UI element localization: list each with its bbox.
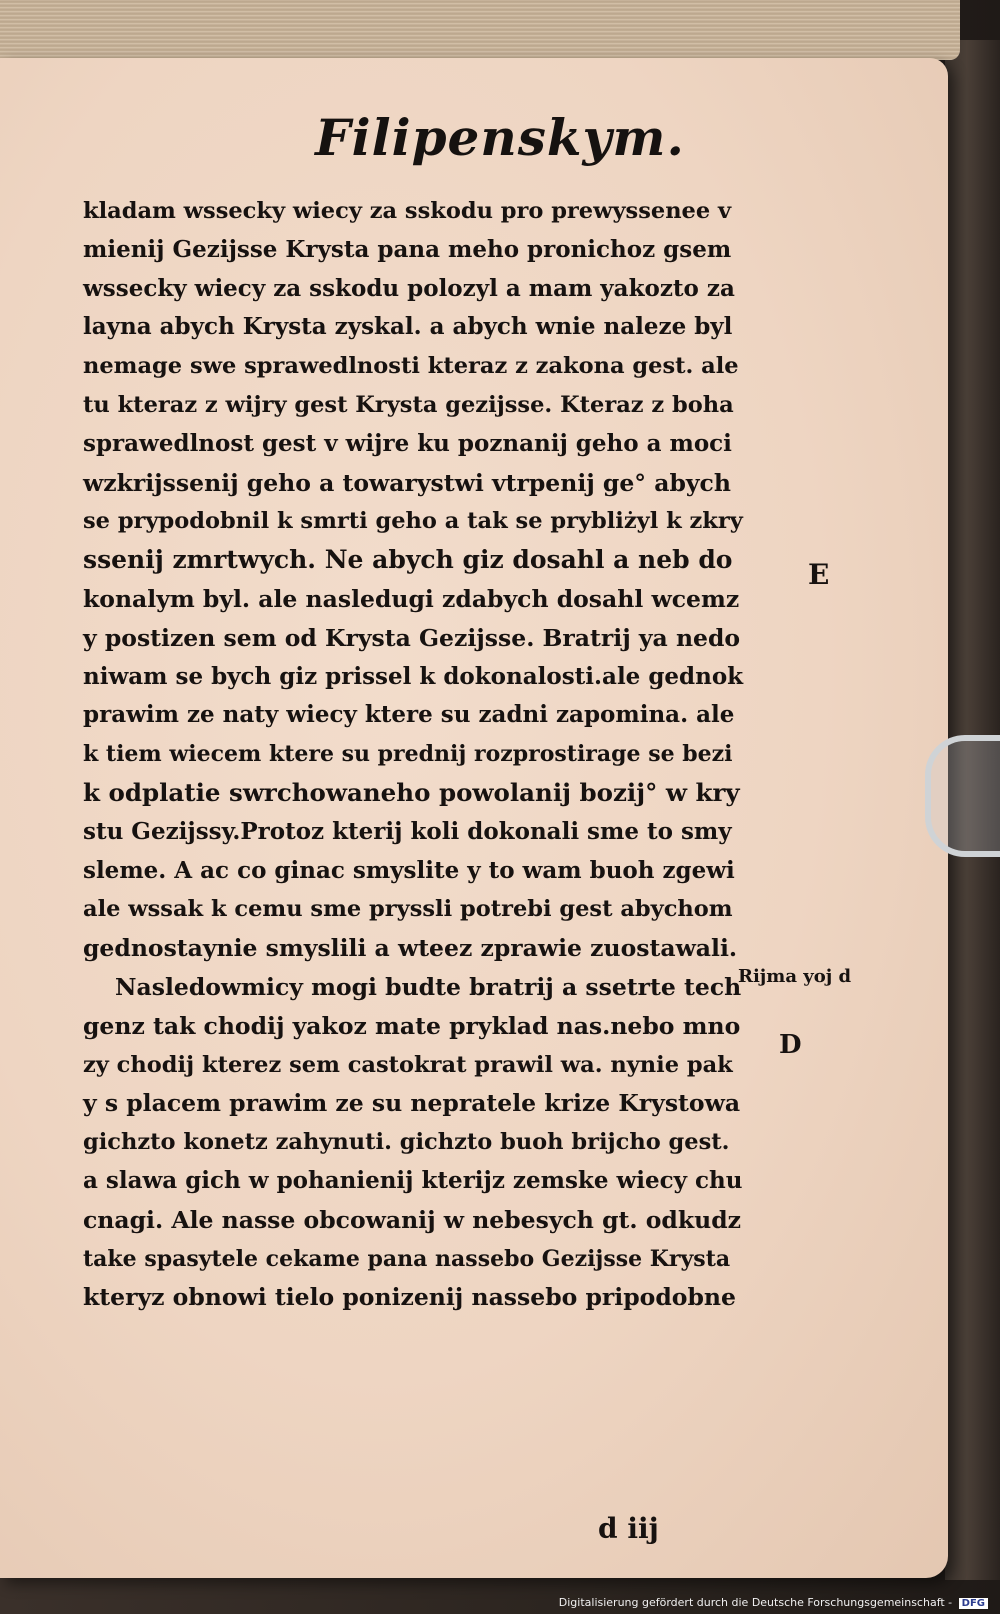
dfg-logo: DFG — [959, 1598, 988, 1609]
text-line: tu kteraz z wijry gest Krysta gezijsse. Kteraz z boha — [83, 391, 734, 418]
text-line: gichzto konetz zahynuti. gichzto buoh brijcho gest. — [83, 1129, 730, 1156]
text-line: sleme. A ac co ginac smyslite y to wam buoh zgewi — [83, 856, 735, 884]
page-clip — [925, 735, 1000, 857]
digitization-credit — [559, 1596, 988, 1609]
text-line: prawim ze naty wiecy ktere su zadni zapomina. ale — [83, 701, 735, 729]
text-line: genz tak chodij yakoz mate pryklad nas.nebo mno — [83, 1011, 741, 1040]
credit-text: Digitalisierung gefördert durch die Deutsche Forschungsgemeinschaft - — [558, 1596, 953, 1609]
text-line: nemage swe sprawedlnosti kteraz z zakona gest. ale — [83, 353, 739, 380]
text-line: stu Gezijssy.Protoz kterij koli dokonali sme to smy — [83, 817, 732, 845]
text-line: wzkrijssenij geho a towarystwi vtrpenij ge° abych — [83, 468, 731, 497]
text-line: gednostaynie smyslili a wteez zprawie zuostawali. — [83, 934, 738, 963]
text-line: take spasytele cekame pana nassebo Gezijsse Krysta — [83, 1245, 731, 1272]
body-text — [83, 192, 743, 1317]
text-line: y s placem prawim ze su nepratele krize Krystowa — [83, 1089, 741, 1118]
text-line: a slawa gich w pohanienij kterijz zemske wiecy chu — [83, 1166, 743, 1194]
margin-note-rijma: Rijma yoj d — [738, 966, 852, 987]
page-stack-edge — [0, 0, 960, 60]
text-line: y postizen sem od Krysta Gezijsse. Bratrij ya nedo — [83, 623, 741, 652]
text-line: Nasledowmicy mogi budte bratrij a ssetrte tech — [115, 972, 742, 1001]
text-line: zy chodij kterez sem castokrat prawil wa. nynie pak — [83, 1051, 733, 1078]
text-line: se prypodobnil k smrti geho a tak se prybliżyl k zkry — [83, 508, 743, 535]
text-line: wssecky wiecy za sskodu polozyl a mam yakozto za — [83, 274, 735, 302]
text-line: k tiem wiecem ktere su prednij rozprostirage se bezi — [83, 741, 733, 768]
running-header: Filipenskym. — [315, 108, 685, 167]
text-line: kladam wssecky wiecy za sskodu pro prewyssenee v — [83, 198, 732, 224]
text-line: kteryz obnowi tielo ponizenij nassebo pripodobne — [83, 1283, 736, 1312]
margin-note-e: E — [808, 558, 830, 591]
text-line: layna abych Krysta zyskal. a abych wnie naleze byl — [83, 313, 733, 341]
text-line: mienij Gezijsse Krysta pana meho pronichoz gsem — [83, 235, 732, 263]
text-line: niwam se bych giz prissel k dokonalosti.ale gednok — [83, 662, 744, 690]
text-line: sprawedlnost gest v wijre ku poznanij geho a moci — [83, 429, 732, 457]
signature-mark: d iij — [598, 1512, 659, 1545]
text-line: ssenij zmrtwych. Ne abych giz dosahl a neb do — [83, 545, 733, 575]
margin-note-d: D — [779, 1030, 802, 1060]
text-line: ale wssak k cemu sme pryssli potrebi gest abychom — [83, 896, 733, 923]
text-line: k odplatie swrchowaneho powolanij bozij° w kry — [83, 777, 740, 807]
text-line: konalym byl. ale nasledugi zdabych dosahl wcemz — [83, 584, 740, 613]
text-line: cnagi. Ale nasse obcowanij w nebesych gt. odkudz — [83, 1205, 741, 1234]
